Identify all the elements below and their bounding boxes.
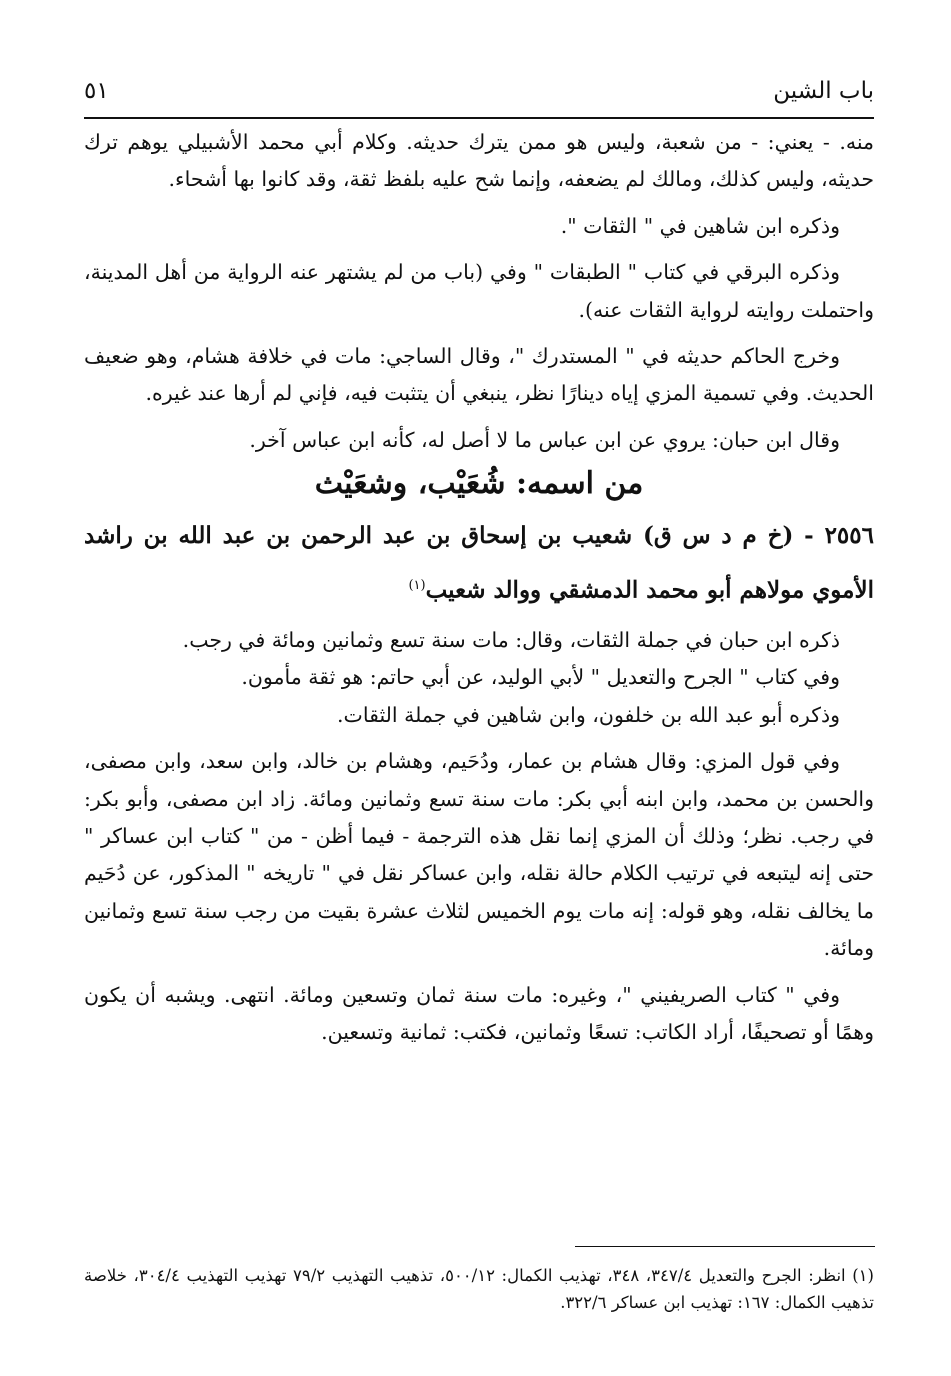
entry-line-jarh: وفي كتاب " الجرح والتعديل " لأبي الوليد، عن أبي حاتم: هو ثقة مأمون. (241, 665, 840, 690)
entry-paragraph-sarifini: وفي " كتاب الصريفيني "، وغيره: مات سنة ثمان وتسعين ومائة. انتهى. ويشبه أن يكون وهمًا أو تصحيفًا، أراد الكاتب: تسعًا وثمانين، فكتب: ثمانية وتسعين. (84, 982, 874, 1044)
page-number: ٥١ (84, 78, 109, 104)
header-rule (84, 117, 874, 119)
section-heading: من اسمه: شُعَيْب، وشعَيْث (314, 466, 644, 502)
entry-line-khalfun: وذكره أبو عبد الله بن خلفون، وابن شاهين في جملة الثقات. (337, 702, 840, 727)
paragraph-ibn-shahin: وذكره ابن شاهين في " الثقات ". (560, 213, 840, 238)
entry-paragraph-mizzi: وفي قول المزي: وقال هشام بن عمار، ودُحَيم، وهشام بن خالد، وابن سعد، وابن مصفى، والحسن بن محمد، وابن ابنه أبي بكر: مات سنة تسع وثمانين ومائة. زاد ابن مصفى، وأبو بكر: في رجب. نظر؛ وذلك أن المزي إنما نقل هذه الترجمة - فيما أظن - من " كتاب ابن عساكر " حتى إنه ليتبعه في ترتيب الكلام حالة نقله، وابن عساكر نقل في " تاريخه " المذكور، عن دُحَيم ما يخالف نقله، وهو قوله: إنه مات يوم الخميس لثلاث عشرة بقيت من رجب سنة تسع وثمانين ومائة. (84, 749, 874, 961)
paragraph-continuation: منه. - يعني: - من شعبة، وليس هو ممن يترك حديثه. وكلام أبي محمد الأشبيلي يوهم ترك حديثه، وليس كذلك، ومالك لم يضعفه، وإنما شح عليه بلفظ ثقة، وقد كانوا بها أشحاء. (84, 130, 874, 192)
chapter-title: باب الشين (773, 78, 874, 104)
entry-heading-text: ٢٥٥٦ - (خ م د س ق) شعيب بن إسحاق بن عبد الرحمن بن عبد الله بن راشد الأموي مولاهم أبو محمد الدمشقي ووالد شعيب (84, 522, 874, 604)
paragraph-hakim: وخرج الحاكم حديثه في " المستدرك "، وقال الساجي: مات في خلافة هشام، وهو ضعيف الحديث. وفي تسمية المزي إياه دينارًا نظر، ينبغي أن يتثبت فيه، فإني لم أرها عند غيره. (84, 344, 874, 406)
page-header (84, 74, 874, 114)
footnote-rule (575, 1246, 875, 1247)
paragraph-barqi: وذكره البرقي في كتاب " الطبقات " وفي (باب من لم يشتهر عنه الرواية من أهل المدينة، واحتملت روايته لرواية الثقات عنه). (84, 260, 874, 322)
main-text (84, 124, 874, 1060)
entry-heading (84, 511, 874, 616)
footnote-marker: (١) (408, 578, 426, 594)
footnote: (١) انظر: الجرح والتعديل ٣٤٧/٤، ٣٤٨، تهذيب الكمال: ٥٠٠/١٢، تذهيب التهذيب ٧٩/٢ تهذيب التهذيب ٣٠٤/٤، خلاصة تذهيب الكمال: ١٦٧: تهذيب ابن عساكر ٣٢٢/٦. (84, 1266, 874, 1312)
entry-line-ibn-hibban: ذكره ابن حبان في جملة الثقات، وقال: مات سنة تسع وثمانين ومائة في رجب. (182, 627, 840, 652)
paragraph-ibn-hibban: وقال ابن حبان: يروي عن ابن عباس ما لا أصل له، كأنه ابن عباس آخر. (249, 427, 840, 452)
